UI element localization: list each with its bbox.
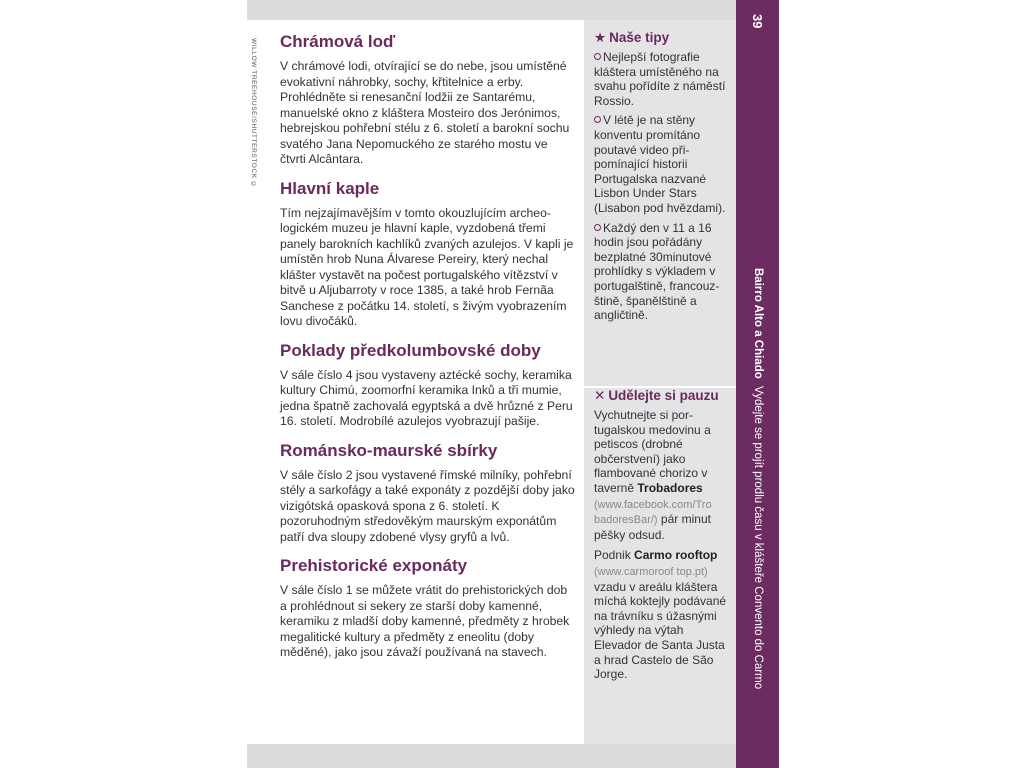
bottom-band bbox=[247, 744, 779, 768]
pause-text: Vychutnejte si portugalskou medovinu a petiscos (drobné občerstvení) jako flambované chorizo v taverně bbox=[594, 408, 711, 495]
section-heading: Prehistorické exponáty bbox=[280, 556, 468, 575]
pause-heading bbox=[594, 388, 730, 404]
pause-paragraph-1 bbox=[594, 408, 730, 542]
venue-url: (www.facebook.com/Tro badoresBar/) bbox=[594, 498, 712, 527]
section-text: V sále číslo 4 jsou vystaveny aztécké sochy, keramika kultury Chimú, zoomorfní keramika Inků a tři mumie, jedna špatně zachovalá egyptská a dvě hrůzné z Peru 16. století. Modrobílé azulejos vyobrazují pašije. bbox=[280, 367, 573, 428]
section-text: V chrámové lodi, otvírající se do nebe, jsou umístěné evokativní náhrobky, sochy, křtitelnice a erby. Prohlédněte si renesanční lodžii ze Santarému, manuelské okno z kláštera Mosteiro dos Jerónimos, hebrejskou pohřební stélu z 6. století a barokní sochu svatého Jana Nepomuckého ze starého mostu ve čtvrti Alcântara. bbox=[280, 59, 570, 166]
section-romanesque-moorish bbox=[280, 441, 576, 546]
pause-text: Podnik bbox=[594, 548, 635, 563]
cutlery-icon: ✕ bbox=[594, 388, 606, 403]
bullet-icon bbox=[594, 116, 601, 123]
section-main-chapel bbox=[280, 179, 576, 330]
pause-box bbox=[594, 388, 730, 688]
venue-name: Trobadores bbox=[637, 480, 703, 495]
section-prehistoric bbox=[280, 556, 576, 661]
chapter-tab bbox=[736, 0, 779, 768]
tips-heading bbox=[594, 30, 730, 46]
bullet-icon bbox=[594, 224, 601, 231]
chapter-title: Bairro Alto a Chiado bbox=[752, 268, 764, 379]
page-number: 39 bbox=[750, 14, 765, 29]
tip-text: Každý den v 11 a 16 hodin jsou pořádány bezplatné 30minutové prohlídky s výkladem v portugalštině, francouzštině, španělštině a angličtině. bbox=[594, 220, 720, 323]
section-text: Tím nejzajímavějším v tomto okouzlujícím archeologickém muzeu je hlavní kaple, vyzdobená třemi panely barokních kachlíků zvaných azulejos. V kapli je umístěn hrob Nuna Álvarese Pereiry, který nechal klášter vystavět na počest portugalského vítězství v bitvě u Aljubarroty v roce 1385, a také hrob Fernãa Sanchese z počátku 14. století, s živým vyobrazením lovu divočáků. bbox=[280, 205, 574, 328]
tips-box bbox=[594, 30, 730, 328]
photo-credit: WILLOW TREEHOUSE/SHUTTERSTOCK © bbox=[250, 38, 257, 189]
tip-item bbox=[594, 113, 730, 215]
tips-heading-text: Naše tipy bbox=[609, 30, 670, 45]
chapter-subtitle: Vydejte se projít prodlu času v klášteře Convento do Carmo bbox=[752, 385, 764, 690]
main-column bbox=[280, 32, 576, 672]
pause-text: vzadu v areálu kláštera míchá koktejly podávané na trávníku s úžasnými výhledy na výtah Elevador de Santa Justa a hrad Castelo de São Jorge. bbox=[594, 579, 727, 682]
pause-paragraph-2 bbox=[594, 548, 730, 681]
venue-name: Carmo rooftop bbox=[634, 548, 718, 563]
sidebar bbox=[584, 20, 736, 744]
star-icon: ★ bbox=[594, 30, 607, 45]
bullet-icon bbox=[594, 53, 601, 60]
section-text: V sále číslo 1 se můžete vrátit do prehistorických dob a prohlédnout si sekery ze starší doby kamenné, keramiku z mladší doby kamenné, předměty z hrobek megalitické kultury a předměty z eneolitu (doby měděné), jako jsou závaží používaná na stavech. bbox=[280, 583, 570, 659]
chapter-tab-text bbox=[736, 268, 779, 748]
section-heading: Chrámová loď bbox=[280, 32, 396, 51]
tip-text: Nejlepší fotografie kláštera umístěného na svahu pořídíte z náměstí Rossio. bbox=[594, 50, 726, 108]
section-heading: Románsko-maurské sbírky bbox=[280, 440, 498, 460]
tip-text: V létě je na stěny konventu promítáno poutavé video připomínající historii Portugalska nazvané Lisbon Under Stars (Lisabon pod hvězdami). bbox=[594, 113, 726, 215]
top-band bbox=[247, 0, 779, 20]
pause-heading-text: Udělejte si pauzu bbox=[608, 388, 719, 403]
pause-text: pár minut pěšky odsud. bbox=[594, 512, 711, 542]
section-heading: Hlavní kaple bbox=[280, 178, 380, 198]
book-page bbox=[247, 0, 779, 768]
tip-item bbox=[594, 50, 730, 108]
tip-item bbox=[594, 221, 730, 323]
section-precolumbian bbox=[280, 341, 576, 430]
section-heading: Poklady předkolumbovské doby bbox=[280, 340, 541, 360]
venue-url: (www.carmoroof top.pt) bbox=[594, 565, 708, 578]
section-nave bbox=[280, 32, 576, 168]
section-text: V sále číslo 2 jsou vystavené římské milníky, pohřební stély a sarkofágy a také exponáty z pozdější doby jako vizigótská opasková spona z 6. století. K pozoruhodným středověkým maurským exponátům patří dva sloupy zdobené vlysy gryfů a lvů. bbox=[280, 467, 575, 544]
